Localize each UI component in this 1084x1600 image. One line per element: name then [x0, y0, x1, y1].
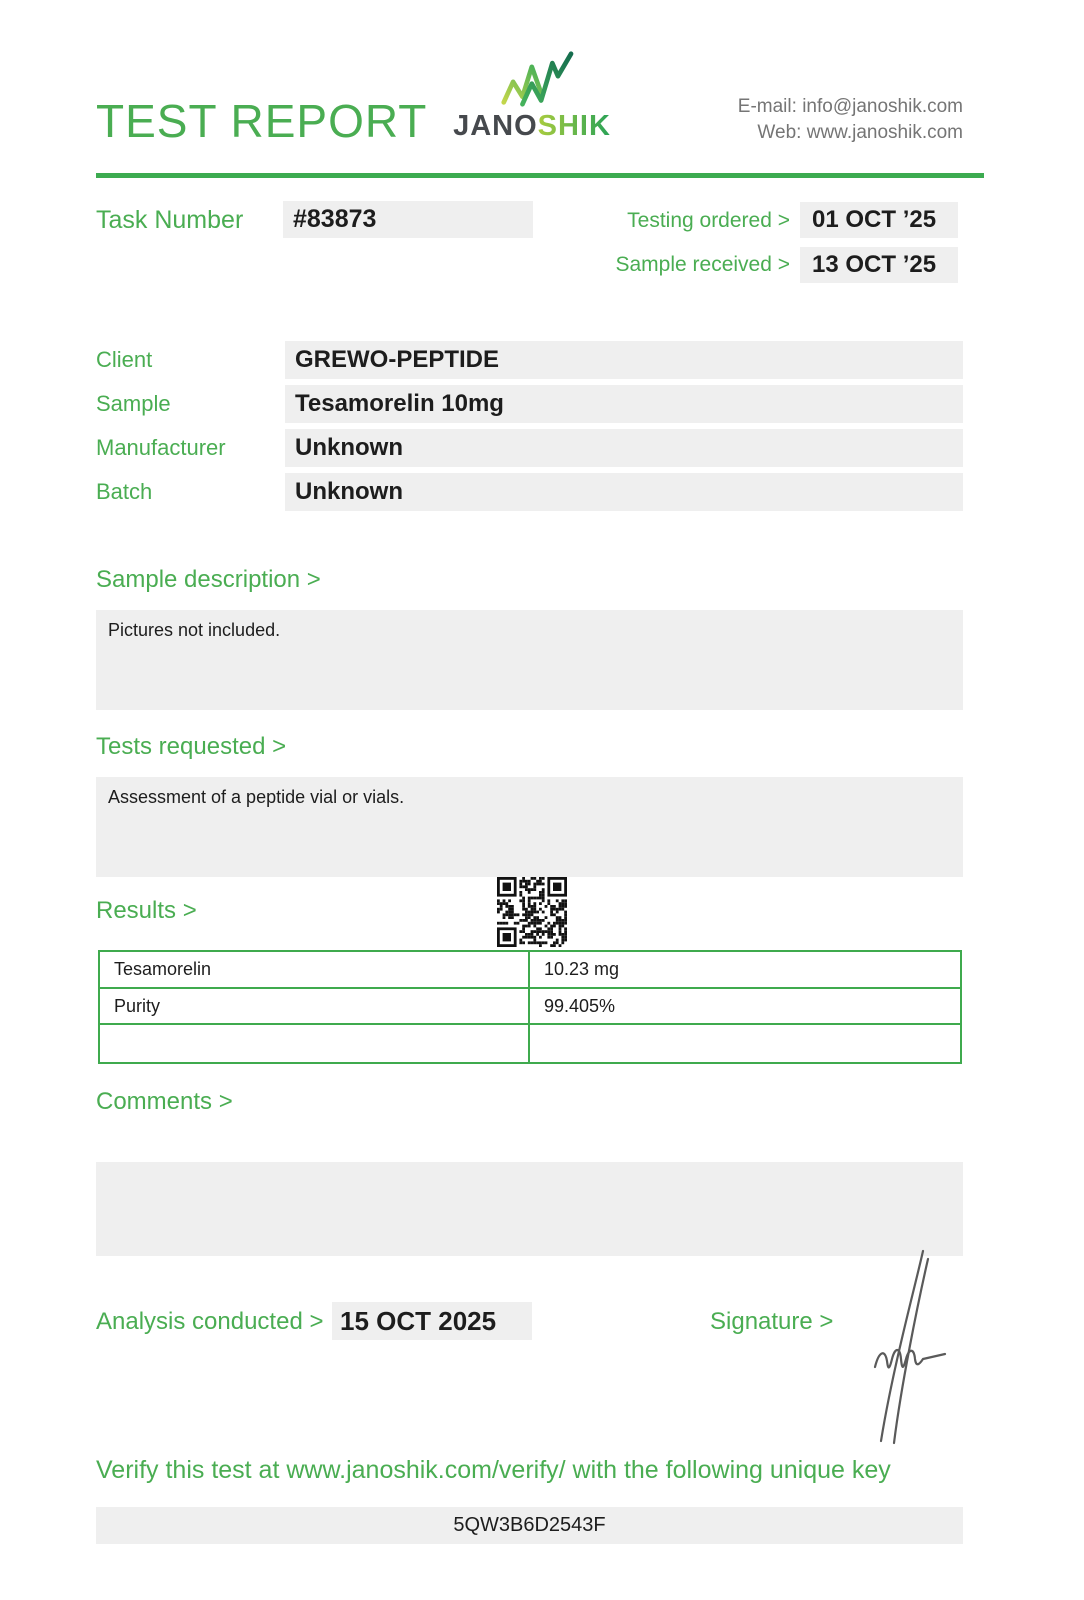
comments-heading: Comments >	[96, 1088, 233, 1115]
result-row-name	[100, 1025, 530, 1062]
sample-description-box: Pictures not included.	[96, 610, 963, 710]
testing-ordered-value: 01 OCT ’25	[800, 202, 958, 238]
sample-received-label: Sample received >	[615, 253, 790, 276]
task-number-value: #83873	[283, 201, 533, 238]
verify-instruction: Verify this test at www.janoshik.com/verify/ with the following unique key	[96, 1456, 891, 1484]
sample-label: Sample	[96, 391, 171, 416]
janoshik-chart-icon	[500, 50, 586, 113]
results-heading: Results >	[96, 897, 197, 924]
logo-jano: JANO	[453, 110, 538, 142]
manufacturer-value: Unknown	[285, 429, 963, 467]
result-row-value: 10.23 mg	[530, 952, 960, 989]
web-label: Web:	[757, 122, 802, 143]
manufacturer-label: Manufacturer	[96, 435, 226, 460]
info-row-batch	[96, 473, 963, 511]
info-row-client	[96, 341, 963, 379]
tests-requested-box: Assessment of a peptide vial or vials.	[96, 777, 963, 877]
logo-shik: SHIK	[537, 110, 611, 142]
contact-info	[738, 94, 963, 146]
result-row-name: Tesamorelin	[100, 952, 530, 989]
verify-key: 5QW3B6D2543F	[96, 1507, 963, 1544]
web-value: www.janoshik.com	[806, 122, 963, 143]
result-row-value	[530, 1025, 960, 1062]
qr-code-icon	[497, 877, 567, 947]
signature-label: Signature >	[710, 1308, 834, 1335]
batch-value: Unknown	[285, 473, 963, 511]
header-divider	[96, 173, 984, 178]
client-label: Client	[96, 347, 153, 372]
page-title: TEST REPORT	[96, 95, 428, 147]
info-row-sample	[96, 385, 963, 423]
web-line	[738, 120, 963, 146]
sample-received-value: 13 OCT ’25	[800, 247, 958, 283]
info-row-manufacturer	[96, 429, 963, 467]
sample-description-heading: Sample description >	[96, 566, 321, 593]
testing-ordered-label: Testing ordered >	[627, 209, 790, 232]
tests-requested-heading: Tests requested >	[96, 733, 287, 760]
client-value: GREWO-PEPTIDE	[285, 341, 963, 379]
analysis-conducted-label: Analysis conducted >	[96, 1308, 324, 1335]
batch-label: Batch	[96, 479, 153, 504]
result-row-value: 99.405%	[530, 989, 960, 1026]
janoshik-logo	[452, 110, 612, 143]
email-line	[738, 94, 963, 120]
task-number-label: Task Number	[96, 206, 244, 234]
sample-value: Tesamorelin 10mg	[285, 385, 963, 423]
result-row-name: Purity	[100, 989, 530, 1026]
signature-image	[845, 1245, 955, 1450]
email-value: info@janoshik.com	[802, 96, 963, 117]
comments-box	[96, 1162, 963, 1256]
results-table	[98, 950, 962, 1064]
analysis-conducted-value: 15 OCT 2025	[332, 1302, 532, 1340]
email-label: E-mail:	[737, 96, 797, 117]
